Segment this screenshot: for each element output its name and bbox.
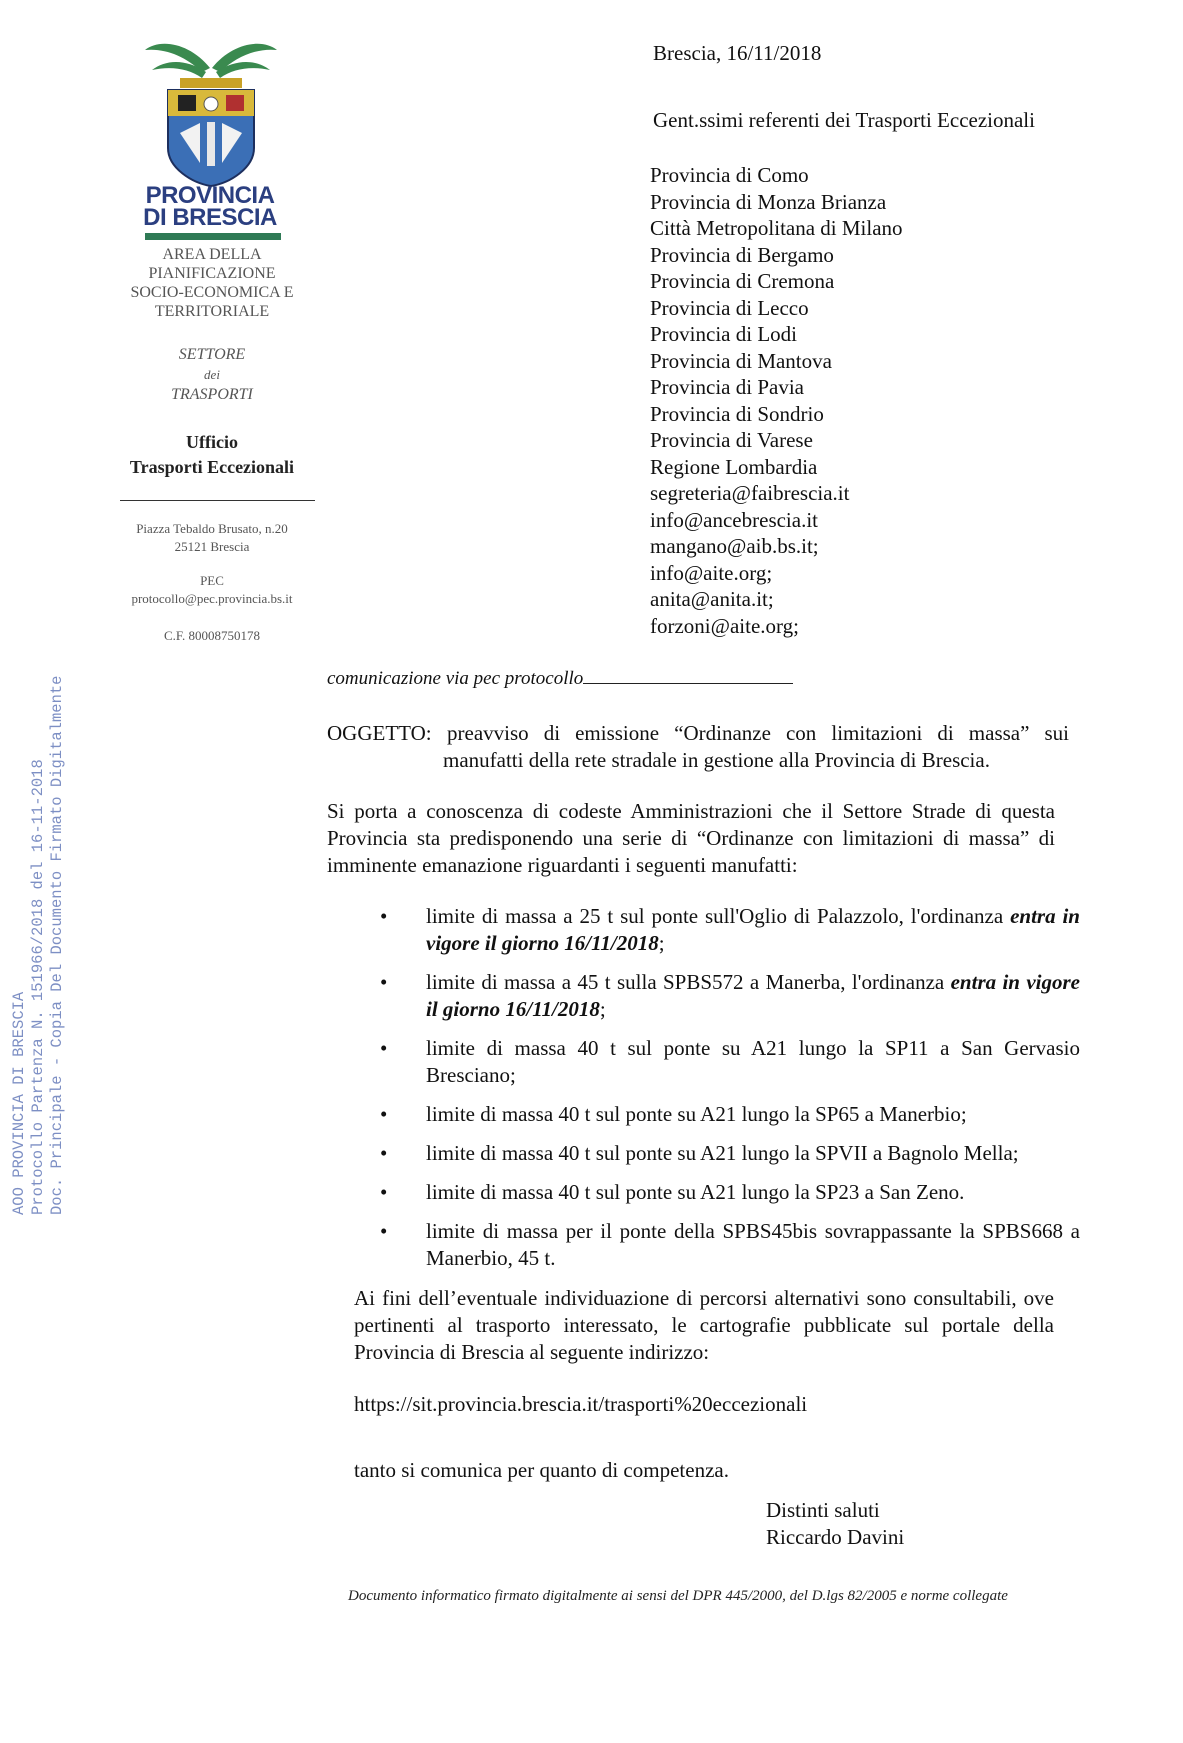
brand-name-line1: PROVINCIA xyxy=(145,182,275,209)
subject-line1: preavviso di emissione “Ordinanze con limitazioni di massa” sui xyxy=(447,721,1069,745)
bridge-limit-item xyxy=(380,969,1080,1023)
greeting: Gent.ssimi referenti dei Trasporti Eccezionali xyxy=(653,108,1035,132)
item-tail: ; xyxy=(658,931,665,955)
protocol-blank-line xyxy=(583,667,793,684)
item-text: limite di massa 40 t sul ponte su A21 lungo la SP23 a San Zeno. xyxy=(426,1180,965,1204)
bridge-limits-list xyxy=(380,903,1080,1284)
ufficio-line: Trasporti Eccezionali xyxy=(129,457,295,477)
letter-date: Brescia, 16/11/2018 xyxy=(653,41,822,65)
postal-address xyxy=(108,520,316,556)
pec-contact xyxy=(108,572,316,608)
ufficio-office xyxy=(108,430,316,480)
settore-section xyxy=(108,345,316,405)
address-line: Piazza Tebaldo Brusato, n.20 xyxy=(136,521,288,536)
communication-line xyxy=(327,667,793,690)
area-line: TERRITORIALE xyxy=(154,303,270,320)
pec-label: PEC xyxy=(200,573,224,588)
recipient-item[interactable]: mangano@aib.bs.it; xyxy=(650,534,819,558)
bridge-limit-item xyxy=(380,1140,1080,1167)
digital-signature-footer: Documento informatico firmato digitalmente ai sensi del DPR 445/2000, del D.lgs 82/2005 e norme collegate xyxy=(348,1588,1008,1604)
bridge-limit-item xyxy=(380,903,1080,957)
recipient-item[interactable]: info@ancebrescia.it xyxy=(650,507,819,532)
item-tail: ; xyxy=(599,997,606,1021)
recipient-item[interactable]: forzoni@aite.org; xyxy=(650,613,799,638)
area-line: SOCIO-ECONOMICA E xyxy=(130,284,294,301)
item-effective-date: entra in vigore il giorno 16/11/2018 xyxy=(426,904,1080,955)
pec-email[interactable]: protocollo@pec.provincia.bs.it xyxy=(131,591,293,606)
provincia-brescia-coat-of-arms-logo xyxy=(140,38,282,188)
area-department xyxy=(108,245,316,321)
letterhead-divider xyxy=(120,500,315,501)
item-text: limite di massa 40 t sul ponte su A21 lungo la SP11 a San Gervasio Bresciano; xyxy=(426,1036,1080,1087)
recipient-item: Provincia di Bergamo xyxy=(650,242,834,267)
recipient-item: Provincia di Monza Brianza xyxy=(650,189,887,214)
brand-name-line2: DI BRESCIA xyxy=(143,204,277,231)
recipient-item: Provincia di Pavia xyxy=(650,375,804,399)
area-line: AREA DELLA xyxy=(162,246,262,263)
stamp-line: Protocollo Partenza N. 151966/2018 del 16-11-2018 xyxy=(29,759,47,1215)
item-effective-date: entra in vigore il giorno 16/11/2018 xyxy=(426,970,1081,1021)
closing-note: tanto si comunica per quanto di competenza. xyxy=(354,1458,729,1482)
recipient-item: Provincia di Lecco xyxy=(650,295,809,320)
recipients-list xyxy=(650,162,903,639)
recipient-item: Provincia di Varese xyxy=(650,428,813,452)
area-line: PIANIFICAZIONE xyxy=(148,265,276,282)
address-line: 25121 Brescia xyxy=(174,539,250,554)
recipient-item: Provincia di Sondrio xyxy=(650,401,824,426)
bridge-limit-item xyxy=(380,1035,1080,1089)
recipient-item: Provincia di Cremona xyxy=(650,269,835,293)
stamp-line: AOO PROVINCIA DI BRESCIA xyxy=(10,991,28,1215)
recipient-item: Provincia di Lodi xyxy=(650,322,797,346)
settore-line: TRASPORTI xyxy=(171,386,253,403)
recipient-item: Città Metropolitana di Milano xyxy=(650,216,903,240)
salutation: Distinti saluti xyxy=(766,1498,880,1522)
protocol-stamp xyxy=(10,676,67,1216)
recipient-item[interactable]: info@aite.org; xyxy=(650,560,773,585)
portal-url-link[interactable]: https://sit.provincia.brescia.it/trasporti%20eccezionali xyxy=(354,1392,808,1416)
alternative-routes-paragraph: Ai fini dell’eventuale individuazione di percorsi alternativi sono consultabili, ove pertinenti al trasporto interessato, le cartografie pubblicate sul portale della Provincia di Brescia al seguente indirizzo: xyxy=(354,1286,1054,1364)
subject-block xyxy=(327,720,1069,774)
fiscal-code: C.F. 80008750178 xyxy=(163,628,261,643)
bridge-limit-item xyxy=(380,1101,1080,1128)
subject-label: OGGETTO: xyxy=(327,721,432,745)
communication-text: comunicazione via pec protocollo xyxy=(327,668,584,689)
recipient-item[interactable]: anita@anita.it; xyxy=(650,587,774,611)
item-text: limite di massa per il ponte della SPBS45bis sovrappassante la SPBS668 a Manerbio, 45 t. xyxy=(426,1219,1080,1270)
brand-green-bar xyxy=(145,233,281,240)
recipient-item: Provincia di Mantova xyxy=(650,348,832,373)
recipient-item[interactable]: segreteria@faibrescia.it xyxy=(650,481,850,505)
recipient-item: Regione Lombardia xyxy=(650,454,818,479)
signature-block xyxy=(766,1497,904,1551)
signer-name: Riccardo Davini xyxy=(766,1525,905,1549)
item-text: limite di massa 40 t sul ponte su A21 lungo la SPVII a Bagnolo Mella; xyxy=(426,1141,1019,1165)
bridge-limit-item xyxy=(380,1179,1080,1206)
bridge-limit-item xyxy=(380,1218,1080,1272)
intro-paragraph: Si porta a conoscenza di codeste Amministrazioni che il Settore Strade di questa Provincia sta predisponendo una serie di “Ordinanze con limitazioni di massa” di imminente emanazione riguardanti i seguenti manufatti: xyxy=(327,799,1055,877)
item-text: limite di massa a 25 t sul ponte sull'Oglio di Palazzolo, l'ordinanza xyxy=(426,904,1011,928)
item-text: limite di massa a 45 t sulla SPBS572 a Manerba, l'ordinanza xyxy=(426,970,951,994)
item-text: limite di massa 40 t sul ponte su A21 lungo la SP65 a Manerbio; xyxy=(426,1102,967,1126)
ufficio-line: Ufficio xyxy=(186,432,238,452)
recipient-item: Provincia di Como xyxy=(650,163,809,187)
settore-line: dei xyxy=(204,367,220,382)
settore-line: SETTORE xyxy=(178,346,246,363)
subject-line2: manufatti della rete stradale in gestione alla Provincia di Brescia. xyxy=(443,748,990,772)
stamp-line: Doc. Principale - Copia Del Documento Firmato Digitalmente xyxy=(48,675,66,1215)
